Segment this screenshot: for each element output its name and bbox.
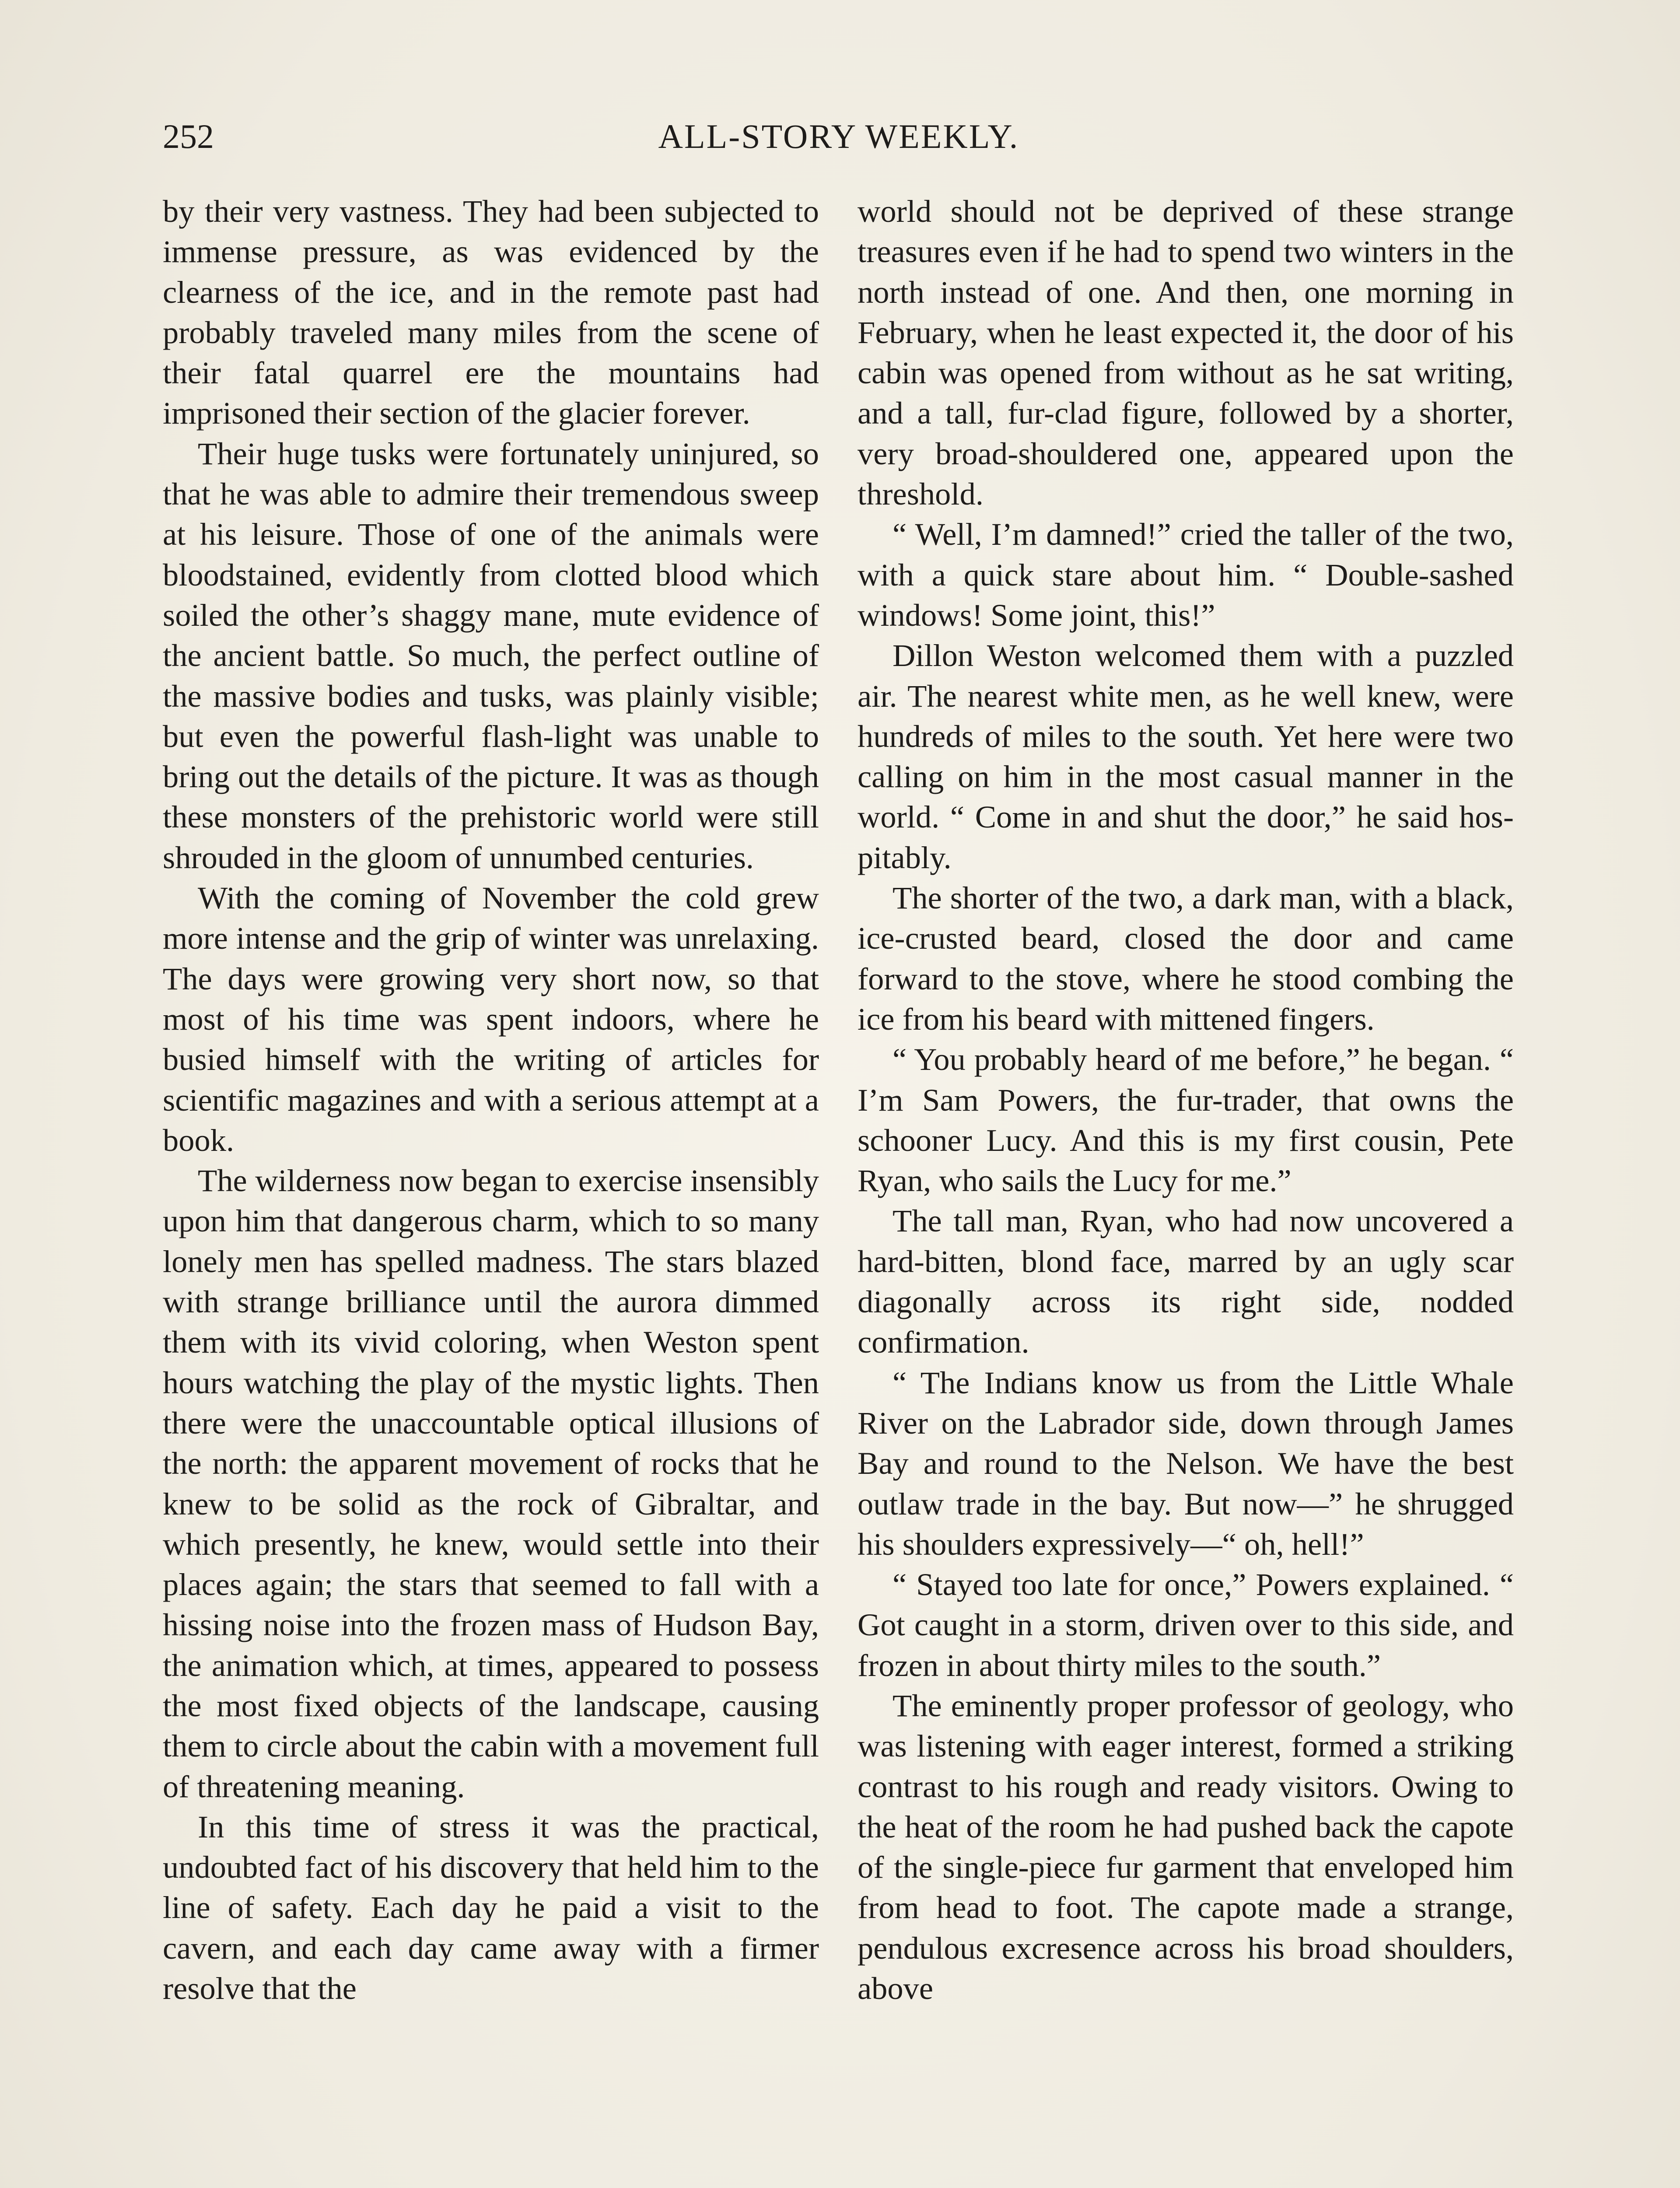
paragraph: Dillon Weston welcomed them with a puzzled air. The nearest white men, as he well knew, were hundreds of miles to the south. Yet here were two calling on him in the most casual manner in the world. “ Come in and shut the door,” he said hospitably. [858, 638, 1514, 875]
paragraph: The wilderness now began to exercise insensibly upon him that dangerous charm, which to so many lonely men has spelled madness. The stars blazed with strange brilliance until the aurora dimmed them with its vivid coloring, when Weston spent hours watching the play of the mystic lights. Then there were the unaccountable optical illusions of the north: the apparent movement of rocks that he knew to be solid as the rock of Gibraltar, and which presently, he knew, would settle into their places again; the stars that seemed to fall with a hissing noise into the frozen mass of Hudson Bay, the animation which, at times, appeared to possess the most fixed objects of the landscape, causing them to circle about the cabin with a movement full of threatening meaning. [163, 1163, 819, 1804]
paragraph: The eminently proper professor of geology, who was listening with eager interest, formed a striking contrast to his rough and ready visitors. Owing to the heat of the room he had pushed back the capote of the single-piece fur garment that enveloped him from head to foot. The capote made a strange, pendulous excresence across his broad shoulders, above [858, 1687, 1514, 2006]
paragraph: With the coming of November the cold grew more intense and the grip of winter was unrelaxing. The days were growing very short now, so that most of his time was spent indoors, where he busied himself with the writing of articles for scientific magazines and with a serious attempt at a book. [163, 880, 819, 1158]
page-header [163, 115, 1515, 158]
paragraph: The tall man, Ryan, who had now uncovered a hard-bitten, blond face, marred by an ugly scar diagonally across its right side, nodded confirmation. [858, 1203, 1514, 1360]
running-title: ALL-STORY WEEKLY. [658, 117, 1019, 155]
right-column [858, 191, 1514, 2009]
paragraph: “ You probably heard of me before,” he began. “ I’m Sam Powers, the fur-trader, that owns the schooner Lucy. And this is my first cousin, Pete Ryan, who sails the Lucy for me.” [858, 1041, 1514, 1199]
paragraph: “ The Indians know us from the Little Whale River on the Labrador side, down through James Bay and round to the Nelson. We have the best outlaw trade in the bay. But now—” he shrugged his shoulders expressively—“ oh, hell!” [858, 1364, 1514, 1562]
paragraph: Their huge tusks were fortunately uninjured, so that he was able to admire their tremendous sweep at his leisure. Those of one of the animals were bloodstained, evidently from clotted blood which soiled the other’s shaggy mane, mute evidence of the ancient battle. So much, the perfect outline of the massive bodies and tusks, was plainly visible; but even the powerful flash-light was unable to bring out the details of the picture. It was as though these monsters of the prehistoric world were still shrouded in the gloom of unnumbed centuries. [163, 435, 819, 875]
page-number: 252 [163, 117, 214, 155]
paragraph: “ Stayed too late for once,” Powers explained. “ Got caught in a storm, driven over to this side, and frozen in about thirty miles to the south.” [858, 1567, 1514, 1683]
left-column [163, 191, 819, 2009]
paragraph: The shorter of the two, a dark man, with a black, ice-crusted beard, closed the door and came forward to the stove, where he stood combing the ice from his beard with mittened fingers. [858, 880, 1514, 1037]
paragraph: In this time of stress it was the practical, undoubted fact of his discovery that held him to the line of safety. Each day he paid a visit to the cavern, and each day came away with a firmer resolve that the [163, 1809, 819, 2006]
paragraph: by their very vastness. They had been subjected to immense pressure, as was evidenced by the clearness of the ice, and in the remote past had probably traveled many miles from the scene of their fatal quarrel ere the mountains had imprisoned their section of the glacier forever. [163, 193, 819, 431]
paragraph: “ Well, I’m damned!” cried the taller of the two, with a quick stare about him. “ Double-sashed windows! Some joint, this!” [858, 516, 1514, 633]
paragraph: world should not be deprived of these strange treasures even if he had to spend two winters in the north instead of one. And then, one morning in February, when he least expected it, the door of his cabin was opened from without as he sat writing, and a tall, fur-clad figure, followed by a shorter, very broad-shouldered one, appeared upon the threshold. [858, 193, 1514, 512]
